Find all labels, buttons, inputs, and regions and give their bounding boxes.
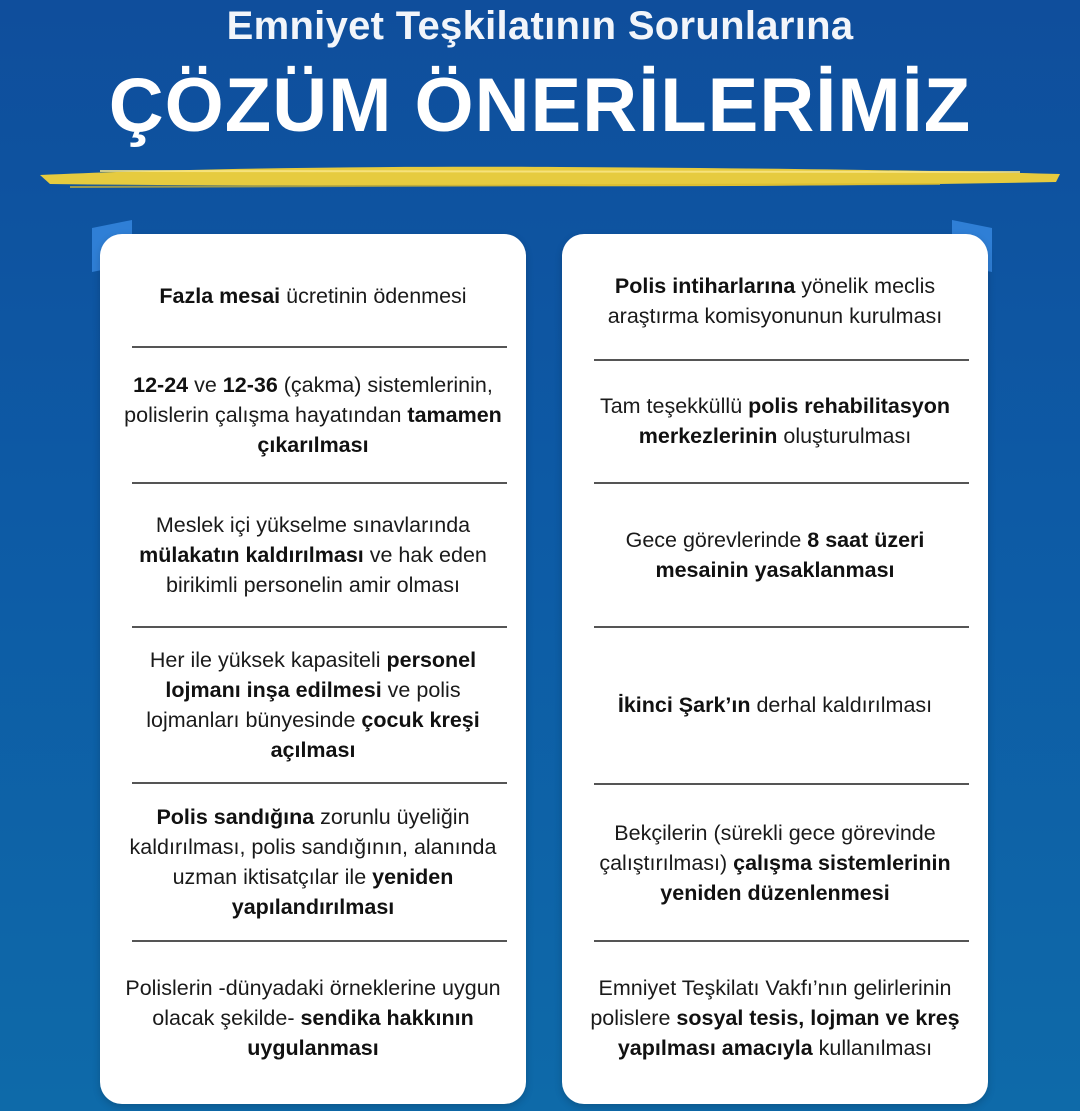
list-item [578,785,972,940]
item-text-segment: ve hak eden birikimli personelin amir olması [166,543,487,597]
bold-text: yeniden yapılandırılması [231,865,454,919]
item-text [618,690,932,720]
item-text [116,973,510,1063]
item-text [116,645,510,765]
item-text [578,391,972,451]
bold-text: 12-36 [222,373,278,397]
list-item [116,348,510,482]
item-text-segment: Her ile yüksek kapasiteli [149,648,387,672]
bold-text: çalışma sistemlerinin yeniden düzenlenmesi [660,850,951,905]
item-text [578,818,972,908]
list-item [116,628,510,782]
list-item [578,484,972,626]
list-item [116,784,510,940]
item-text-segment: derhal kaldırılması [750,693,933,717]
item-text [578,973,972,1063]
bold-text: sendika hakkının uygulanması [247,1006,474,1060]
title-subheading: Emniyet Teşkilatının Sorunlarına [226,4,854,48]
item-text-segment: Meslek içi yükselme sınavlarında [155,513,471,537]
list-item [578,361,972,481]
item-text [116,370,510,460]
item-text-segment: Polislerin -dünyadaki örneklerine uygun olacak şekilde- [125,976,501,1030]
list-item [116,484,510,626]
item-text-segment: ücretinin ödenmesi [280,284,467,308]
item-text-segment: yönelik meclis araştırma komisyonunun kurulması [607,274,943,328]
item-text-segment: (çakma) sistemlerinin, polislerin çalışma hayatından [124,373,493,427]
list-item [116,942,510,1094]
item-text-segment: ve polis lojmanları bünyesinde [146,678,461,732]
right-card [562,234,988,1104]
item-text [159,281,466,311]
bold-text: tamamen çıkarılması [257,403,502,457]
bold-text: polis rehabilitasyon merkezlerinin [638,394,951,448]
yellow-brush-stroke [40,160,1060,194]
item-text-segment: zorunlu üyeliğin kaldırılması, polis sandığının, alanında uzman iktisatçılar ile [129,805,497,889]
item-text [578,525,972,585]
item-text-segment: kullanılması [812,1036,933,1060]
bold-text: Polis sandığına [156,805,315,829]
item-text-segment: oluşturulması [777,424,912,448]
bold-text: İkinci Şark’ın [617,693,751,717]
list-item [578,942,972,1094]
item-text-segment: ve [188,373,223,397]
bold-text: çocuk kreşi açılması [270,708,480,762]
bold-text: Polis intiharlarına [614,274,796,298]
bold-text: sosyal tesis, lojman ve kreş yapılması amacıyla [617,1006,960,1060]
item-text-segment: Emniyet Teşkilatı Vakfı’nın gelirlerinin polislere [590,976,952,1030]
bold-text: mülakatın kaldırılması [139,543,364,567]
item-text-segment: Gece görevlerinde [625,528,808,552]
item-text [116,510,510,600]
bold-text: Fazla mesai [159,284,281,308]
left-card [100,234,526,1104]
bold-text: personel lojmanı inşa edilmesi [165,648,477,702]
list-item [578,628,972,782]
bold-text: 8 saat üzeri mesainin yasaklanması [655,528,925,582]
item-text [116,802,510,922]
item-text-segment: Tam teşekküllü [599,394,749,418]
title-heading: ÇÖZÜM ÖNERİLERİMİZ [108,63,972,148]
bold-text: 12-24 [133,373,189,397]
item-text [578,271,972,331]
item-text-segment: Bekçilerin (sürekli gece görevinde çalıştırılması) [599,820,936,875]
list-item [116,246,510,346]
list-item [578,244,972,358]
